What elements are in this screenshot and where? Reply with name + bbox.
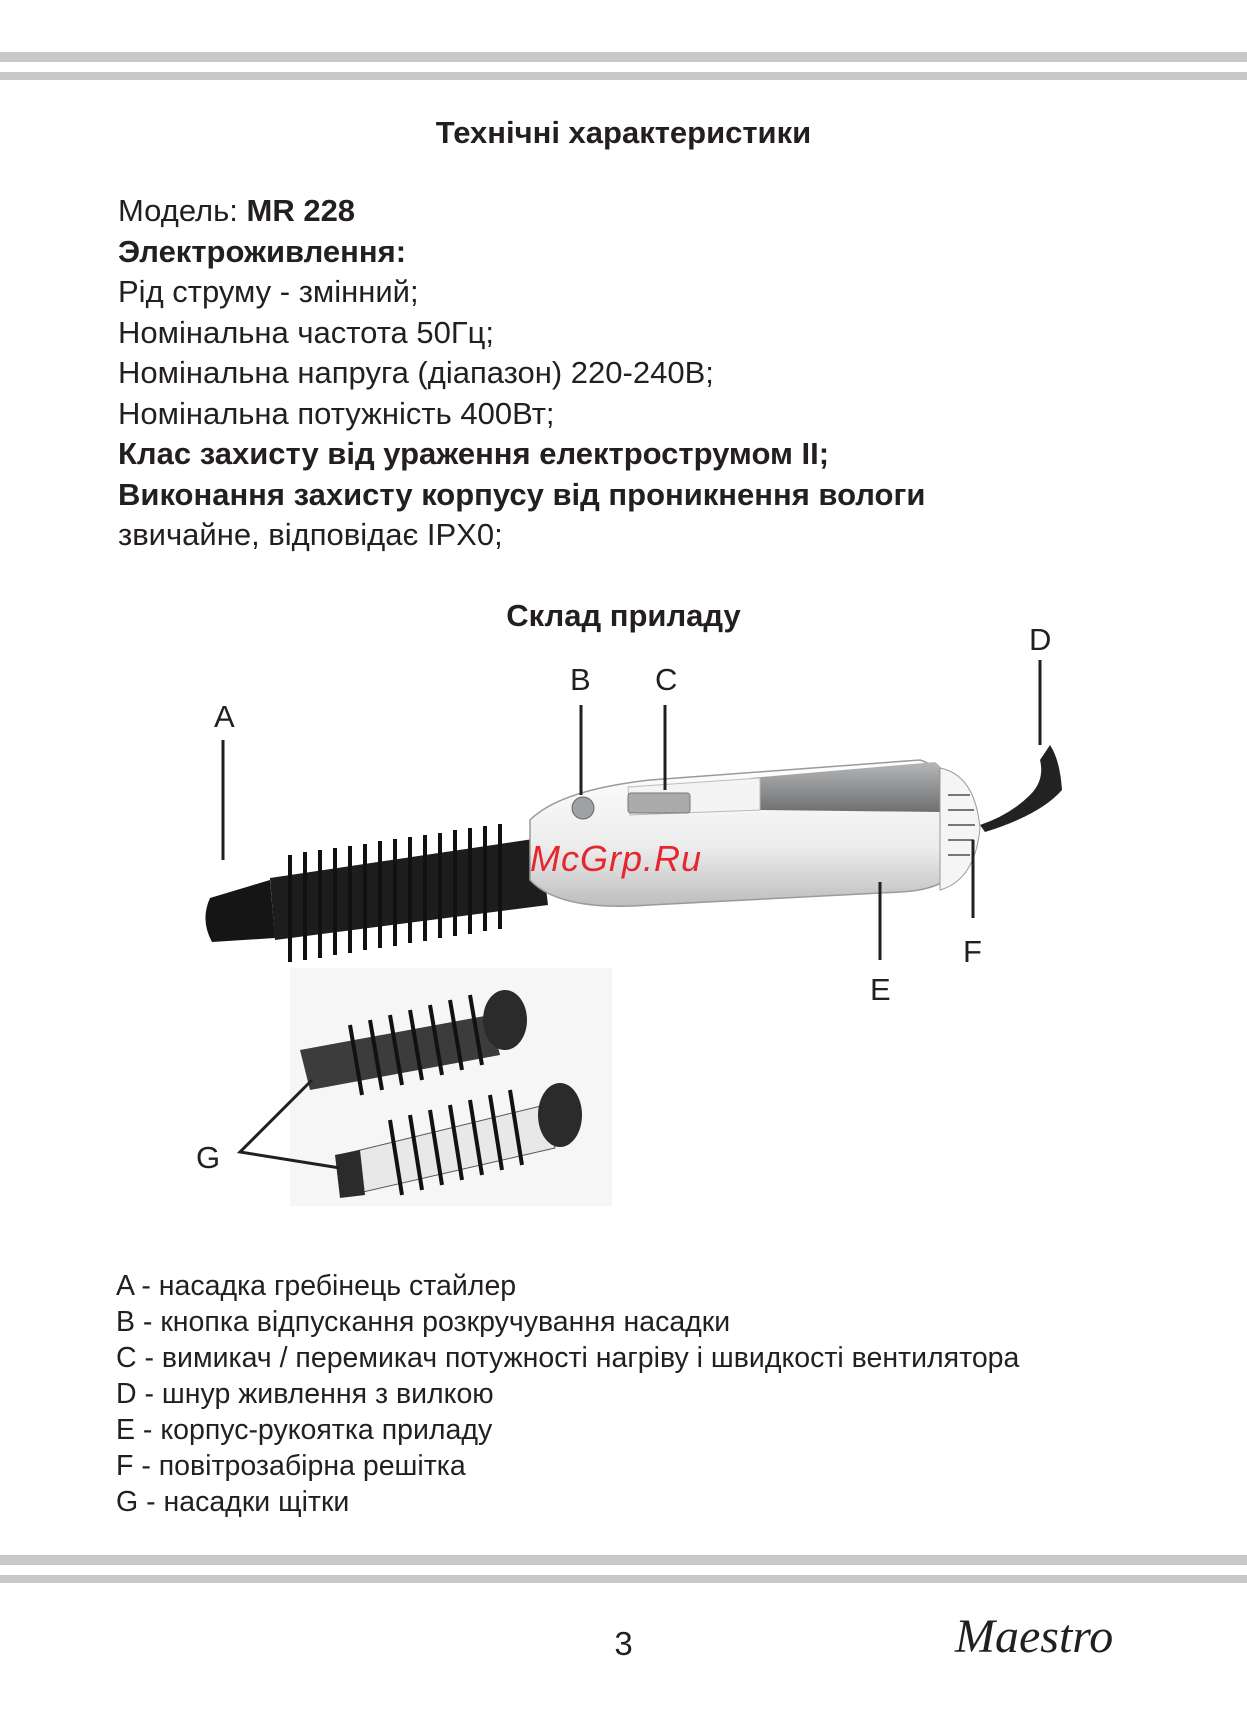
model-line xyxy=(118,191,1228,232)
brush-attachments xyxy=(290,968,612,1206)
footer-rule-top xyxy=(0,1555,1247,1565)
current-type: Рід струму - змінний; xyxy=(118,274,419,309)
composition-title: Склад приладу xyxy=(506,598,741,633)
model-value: MR 228 xyxy=(246,193,356,228)
power-switch xyxy=(628,793,690,813)
legend-item: F - повітрозабірна решітка xyxy=(116,1450,466,1482)
watermark: McGrp.Ru xyxy=(530,838,703,879)
legend-item: A - насадка гребінець стайлер xyxy=(116,1270,517,1302)
header-rule-top xyxy=(0,52,1247,62)
moisture-rating: звичайне, відповідає IPX0; xyxy=(118,517,503,552)
protection-class: Клас захисту від ураження електрострумом II; xyxy=(118,436,830,471)
legend-item: E - корпус-рукоятка приладу xyxy=(116,1414,493,1446)
footer-rule-bottom xyxy=(0,1575,1247,1583)
voltage: Номінальна напруга (діапазон) 220-240В; xyxy=(118,355,714,390)
label-g: G xyxy=(196,1140,221,1175)
legend-item: B - кнопка відпускання розкручування насадки xyxy=(116,1306,731,1338)
release-button xyxy=(572,797,594,819)
page-number: 3 xyxy=(614,1625,633,1662)
brand-name: Maestro xyxy=(955,1610,1114,1663)
frequency: Номінальна частота 50Гц; xyxy=(118,314,495,350)
moisture-protection: Виконання захисту корпусу від проникнення вологи xyxy=(118,476,926,512)
label-c: C xyxy=(655,662,678,697)
product-diagram xyxy=(0,600,1247,1220)
maestro-logo xyxy=(950,1600,1140,1670)
specifications xyxy=(118,191,1228,556)
parts-legend xyxy=(116,1268,1236,1520)
comb-styler-attachment xyxy=(205,824,548,962)
label-b: B xyxy=(570,662,591,697)
legend-item: C - вимикач / перемикач потужності нагріву і швидкості вентилятора xyxy=(116,1342,1020,1374)
model-label: Модель: xyxy=(118,193,247,228)
label-a: A xyxy=(214,699,235,734)
power-supply-heading: Электроживлення: xyxy=(118,233,407,269)
spec-title: Технічні характеристики xyxy=(435,115,812,150)
handle-body xyxy=(530,760,965,906)
power: Номінальна потужність 400Вт; xyxy=(118,395,555,431)
label-e: E xyxy=(870,972,891,1007)
label-f: F xyxy=(963,934,982,969)
legend-item: D - шнур живлення з вилкою xyxy=(116,1378,494,1410)
label-d: D xyxy=(1029,622,1052,657)
legend-item: G - насадки щітки xyxy=(116,1486,350,1518)
header-rule-bottom xyxy=(0,72,1247,80)
power-cord xyxy=(980,745,1062,832)
